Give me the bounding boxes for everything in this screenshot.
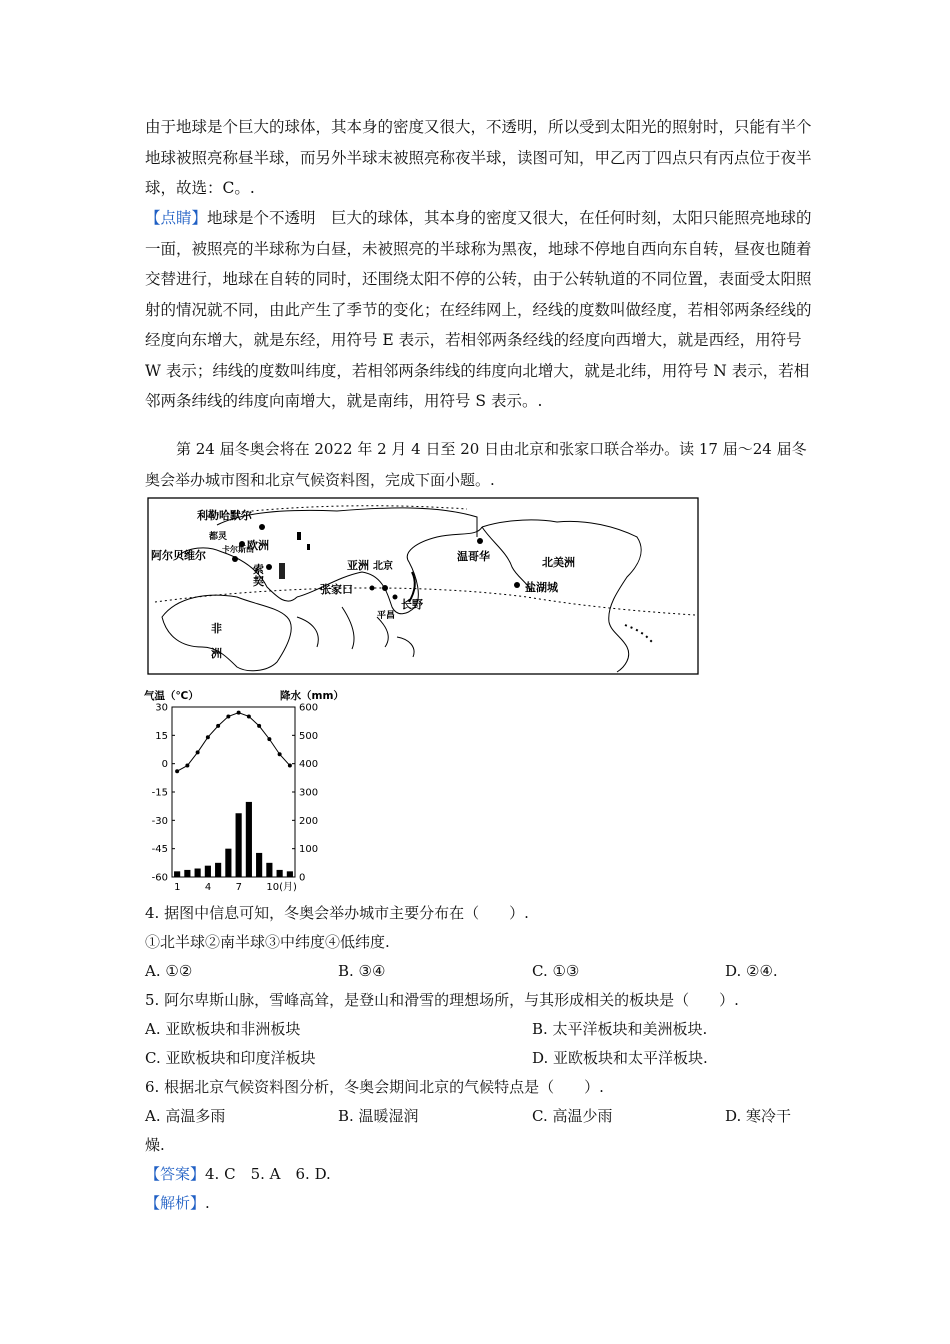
beijing-climate-chart [140, 686, 370, 894]
q6-option-d-continued: 燥. [145, 1136, 165, 1154]
precip-tick-label: 300 [299, 787, 319, 799]
temp-point [175, 769, 179, 773]
q5-stem: 5. 阿尔卑斯山脉，雪峰高耸，是登山和滑雪的理想场所，与其形成相关的板块是（ ）. [145, 991, 739, 1009]
q5-option-d[interactable]: D. 亚欧板块和太平洋板块. [532, 1049, 708, 1067]
map-label: 北京 [373, 561, 393, 572]
q6-option-d[interactable]: D. 寒冷干 [725, 1107, 792, 1125]
city-dot-nagano [393, 595, 398, 600]
map-label: 盐湖城 [525, 581, 558, 594]
precip-tick-label: 600 [299, 702, 319, 714]
precip-bar [266, 863, 272, 877]
q5-option-c[interactable]: C. 亚欧板块和印度洋板块 [145, 1049, 316, 1067]
precip-bar [287, 871, 293, 877]
map-label: 欧洲 [247, 539, 269, 552]
temp-tick-label: 0 [161, 759, 168, 771]
dianjing-text: 地球是个不透明 巨大的球体，其本身的密度又很大，在任何时刻，太阳只能照亮地球的一面，被照亮的半球称为白昼，未被照亮的半球称为黑夜，地球不停地自西向东自转，昼夜也随着交替进行，地球在自转的同时，还围绕太阳不停的公转，由于公转轨道的不同位置，表面受太阳照射的情况就不同，由此产生了季节的变化；在经纬网上，经线的度数叫做经度，若相邻两条经线的经度向东增大，就是东经，用符号 E 表示，若相邻两条经线的经度向西增大，就是西经，用符号 W 表示；纬线的度数叫纬度，若相邻两条纬线的纬度向北增大，就是北纬，用符号 N 表示，若相邻两条纬线的纬度向南增大，就是南纬，用符号 S 表示。. [145, 209, 812, 410]
precip-bar [184, 870, 190, 877]
map-label: 利勒哈默尔 [197, 509, 252, 522]
answer-line [145, 1163, 331, 1185]
precip-bar [236, 813, 242, 877]
temp-point [226, 714, 230, 718]
temp-point [288, 764, 292, 768]
precip-tick-label: 500 [299, 730, 319, 742]
precip-bar [174, 871, 180, 877]
month-tick-label: 4 [204, 882, 212, 893]
analysis-tag: 【解析】 [145, 1194, 206, 1212]
map-label: 亚洲 [347, 559, 369, 572]
map-label: 平昌 [377, 611, 396, 621]
q6-option-c[interactable]: C. 高温少雨 [532, 1107, 613, 1125]
city-dot-sochi [266, 564, 272, 570]
temp-point [257, 724, 261, 728]
dianjing-tag: 【点睛】 [145, 209, 208, 227]
temp-line [177, 713, 290, 772]
analysis-line [145, 1192, 210, 1214]
temp-tick-label: -30 [151, 815, 168, 827]
city-dot-beijing [382, 585, 388, 591]
temp-point [267, 737, 271, 741]
temp-tick-label: 30 [155, 702, 168, 714]
city-dot-lillehammer [259, 524, 265, 530]
map-label: 索 [253, 563, 264, 576]
temp-point [237, 711, 241, 715]
answer-tag: 【答案】 [145, 1165, 206, 1183]
temp-point [216, 724, 220, 728]
city-dot-zhangjiakou [370, 586, 375, 591]
temp-tick-label: -60 [151, 872, 168, 884]
temp-tick-label: -45 [151, 844, 168, 856]
temp-point [185, 764, 189, 768]
month-tick-label: 1 [174, 882, 181, 893]
answer-text: 4. C 5. A 6. D. [205, 1165, 331, 1183]
q4-option-a[interactable]: A. ①② [145, 962, 193, 980]
map-label: 契 [253, 575, 264, 588]
month-tick-label: 7 [235, 882, 242, 893]
city-dot-vancouver [477, 538, 483, 544]
temp-tick-label: -15 [151, 787, 168, 799]
precip-bar [225, 849, 231, 877]
temp-axis-title: 气温（℃） [144, 690, 199, 702]
para-dianjing [145, 203, 817, 417]
city-dot-salt-lake [514, 582, 520, 588]
precip-tick-label: 0 [299, 872, 306, 884]
q5-option-b[interactable]: B. 太平洋板块和美洲板块. [532, 1020, 708, 1038]
q4-stem: 4. 据图中信息可知，冬奥会举办城市主要分布在（ ）. [145, 904, 529, 922]
map-label: 都灵 [209, 532, 228, 542]
analysis-text: . [205, 1194, 210, 1212]
temp-point [247, 714, 251, 718]
map-label: 北美洲 [542, 556, 575, 569]
temp-point [206, 735, 210, 739]
precip-bar [215, 863, 221, 877]
q6-option-b[interactable]: B. 温暖湿润 [338, 1107, 419, 1125]
precip-tick-label: 400 [299, 759, 319, 771]
map-label: 卡尔斯山 [222, 545, 254, 554]
q6-stem: 6. 根据北京气候资料图分析，冬奥会期间北京的气候特点是（ ）. [145, 1078, 604, 1096]
temp-point [196, 750, 200, 754]
temp-point [278, 752, 282, 756]
map-label: 温哥华 [457, 550, 490, 563]
q6-option-a[interactable]: A. 高温多雨 [145, 1107, 226, 1125]
precip-bar [256, 853, 262, 877]
q4-options-line: ①北半球②南半球③中纬度④低纬度. [145, 933, 390, 951]
city-dot-albertville [232, 556, 238, 562]
precip-bar [246, 802, 252, 877]
precip-axis-title: 降水（mm） [280, 690, 344, 702]
precip-bar [205, 866, 211, 877]
olympic-cities-map [147, 497, 699, 675]
q5-option-a[interactable]: A. 亚欧板块和非洲板块 [145, 1020, 301, 1038]
para-explanation: 由于地球是个巨大的球体，其本身的密度又很大，不透明，所以受到太阳光的照射时，只能有半个地球被照亮称昼半球，而另外半球末被照亮称夜半球，读图可知，甲乙丙丁四点只有丙点位于夜半球，故选：C。. [145, 118, 812, 197]
map-label: 张家口 [320, 583, 353, 596]
map-label: 长野 [401, 598, 423, 611]
map-label: 洲 [211, 647, 222, 660]
precip-tick-label: 100 [299, 844, 319, 856]
map-label: 非 [211, 622, 222, 635]
q4-option-d[interactable]: D. ②④. [725, 962, 778, 980]
precip-bar [277, 870, 283, 877]
q4-option-c[interactable]: C. ①③ [532, 962, 580, 980]
precip-tick-label: 200 [299, 815, 319, 827]
question-intro: 第 24 届冬奥会将在 2022 年 2 月 4 日至 20 日由北京和张家口联合举办。读 17 届～24 届冬奥会举办城市图和北京气候资料图，完成下面小题。. [145, 440, 807, 489]
q4-option-b[interactable]: B. ③④ [338, 962, 386, 980]
precip-bar [195, 869, 201, 878]
temp-tick-label: 15 [155, 730, 168, 742]
month-tick-label: 10(月) [266, 882, 297, 893]
map-label: 阿尔贝维尔 [151, 549, 206, 562]
